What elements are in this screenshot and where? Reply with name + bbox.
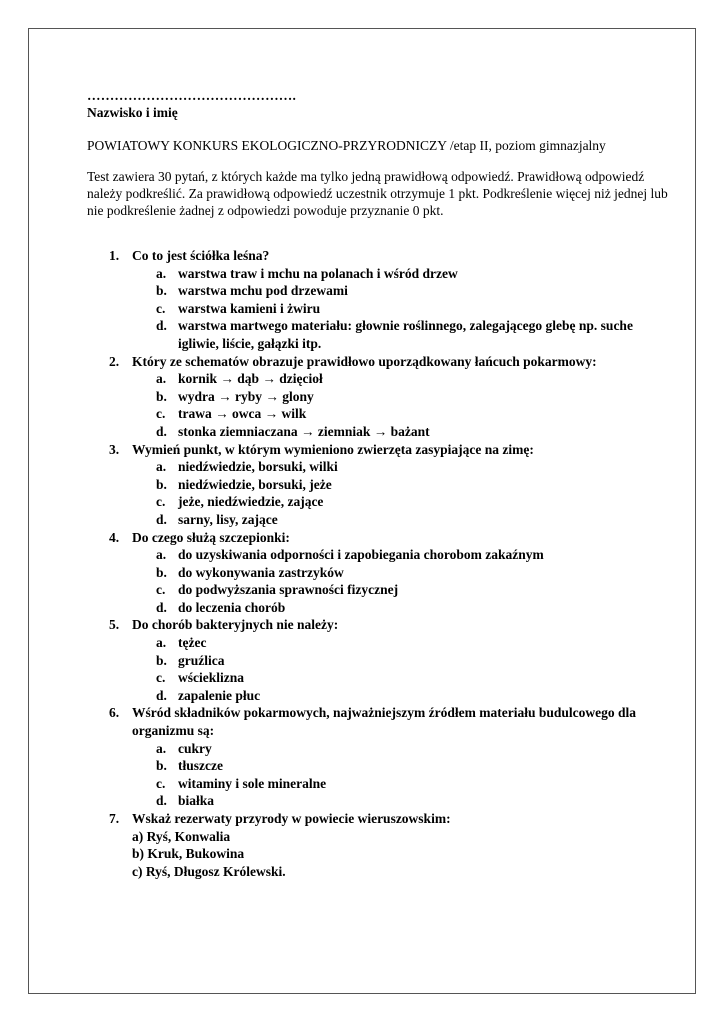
document-page (28, 28, 696, 994)
question-text: Wskaż rezerwaty przyrody w powiecie wieruszowskim: (132, 811, 451, 826)
option-text: sarny, lisy, zające (178, 511, 278, 527)
question-list (87, 247, 677, 880)
option-text: kornik → dąb → dzięcioł (178, 371, 323, 387)
document-content (87, 87, 677, 880)
question-6 (87, 704, 677, 810)
answer-option[interactable] (132, 757, 677, 775)
option-text: niedźwiedzie, borsuki, jeże (178, 476, 332, 492)
option-text: tężec (178, 635, 207, 651)
answer-option[interactable] (132, 599, 677, 617)
option-letter: d. (156, 599, 167, 615)
answer-option[interactable] (132, 564, 677, 582)
option-text: do podwyższania sprawności fizycznej (178, 582, 399, 598)
option-text: zapalenie płuc (178, 687, 261, 703)
option-text: warstwa traw i mchu na polanach i wśród drzew (178, 265, 458, 281)
option-text: tłuszcze (178, 758, 223, 774)
option-text: wścieklizna (178, 670, 244, 686)
option-text: do wykonywania zastrzyków (178, 564, 344, 580)
answer-option[interactable] (132, 493, 677, 511)
answer-option[interactable] (132, 476, 677, 494)
question-2 (87, 353, 677, 441)
option-letter: d. (156, 511, 167, 527)
answer-option[interactable]: b) Kruk, Bukowina (132, 846, 245, 862)
option-letter: b. (156, 476, 167, 492)
answer-option[interactable] (132, 282, 677, 300)
option-letter: c. (156, 300, 166, 316)
option-letter: b. (156, 564, 167, 580)
option-letter: a. (156, 635, 167, 651)
option-text: stonka ziemniaczana → ziemniak → bażant (178, 423, 430, 439)
option-text: jeże, niedźwiedzie, zające (178, 494, 324, 510)
answer-options (132, 265, 677, 353)
question-text: Wymień punkt, w którym wymieniono zwierzęta zasypiające na zimę: (132, 441, 534, 457)
answer-option[interactable] (132, 775, 677, 793)
option-letter: c. (156, 582, 166, 598)
question-1 (87, 247, 677, 353)
answer-option[interactable]: a) Ryś, Konwalia (132, 828, 231, 844)
question-number: 7. (109, 811, 120, 826)
option-letter: a. (156, 265, 167, 281)
question-number: 4. (109, 529, 120, 545)
question-3 (87, 441, 677, 529)
option-letter: c. (156, 494, 166, 510)
contest-title: POWIATOWY KONKURS EKOLOGICZNO-PRZYRODNICZY /etap II, poziom gimnazjalny (87, 138, 606, 153)
option-letter: a. (156, 371, 167, 387)
option-letter: c. (156, 406, 166, 422)
option-letter: c. (156, 775, 166, 791)
question-text: Wśród składników pokarmowych, najważniejszym źródłem materiału budulcowego dla organizmu są: (132, 705, 637, 739)
option-letter: d. (156, 423, 167, 439)
option-letter: d. (156, 318, 167, 334)
option-text: niedźwiedzie, borsuki, wilki (178, 459, 338, 475)
question-number: 1. (109, 248, 120, 263)
answer-options (132, 740, 677, 810)
answer-option[interactable] (132, 423, 677, 441)
answer-option[interactable] (132, 634, 677, 652)
option-letter: d. (156, 793, 167, 809)
answer-option[interactable] (132, 669, 677, 687)
question-text: Do czego służą szczepionki: (132, 529, 290, 545)
option-letter: b. (156, 652, 167, 668)
option-text: wydra → ryby → glony (178, 388, 314, 404)
test-instructions: Test zawiera 30 pytań, z których każde ma tylko jedną prawidłową odpowiedź. Prawidłową odpowiedź należy podkreślić. Za prawidłową odpowiedź uczestnik otrzymuje 1 pkt. Podkreślenie więcej niż jednej lub nie podkreślenie żadnej z odpowiedzi powoduje przyznanie 0 pkt. (87, 169, 668, 218)
option-text: warstwa martwego materiału: głownie roślinnego, zalegającego glebę np. suche igliwie, liście, gałązki itp. (178, 318, 633, 351)
answer-option[interactable] (132, 300, 677, 318)
option-text: warstwa mchu pod drzewami (178, 283, 348, 299)
answer-option[interactable] (132, 792, 677, 810)
question-text: Co to jest ściółka leśna? (132, 248, 270, 263)
name-dotted-line: ………………………………………. (87, 88, 297, 103)
option-letter: b. (156, 388, 167, 404)
answer-options (132, 634, 677, 704)
option-text: cukry (178, 740, 212, 756)
answer-option[interactable] (132, 687, 677, 705)
option-text: warstwa kamieni i żwiru (178, 300, 321, 316)
answer-option[interactable] (132, 405, 677, 423)
option-text: trawa → owca → wilk (178, 406, 307, 422)
question-number: 5. (109, 617, 120, 633)
option-letter: c. (156, 670, 166, 686)
question-7 (87, 810, 677, 880)
question-text: Który ze schematów obrazuje prawidłowo uporządkowany łańcuch pokarmowy: (132, 353, 597, 369)
answer-options (132, 546, 677, 616)
answer-options (132, 458, 677, 528)
answer-option[interactable] (132, 546, 677, 564)
answer-option[interactable] (132, 265, 677, 283)
option-letter: b. (156, 283, 167, 299)
question-number: 6. (109, 705, 120, 721)
option-text: do uzyskiwania odporności i zapobiegania chorobom zakaźnym (178, 547, 544, 563)
answer-option[interactable] (132, 652, 677, 670)
question-4 (87, 529, 677, 617)
answer-option[interactable] (132, 740, 677, 758)
option-text: witaminy i sole mineralne (178, 775, 327, 791)
answer-options (132, 370, 677, 440)
name-label: Nazwisko i imię (87, 105, 178, 120)
option-letter: a. (156, 547, 167, 563)
option-letter: d. (156, 687, 167, 703)
question-number: 3. (109, 441, 120, 457)
answer-option[interactable]: c) Ryś, Długosz Królewski. (132, 863, 286, 879)
option-text: do leczenia chorób (178, 599, 286, 615)
answer-option[interactable] (132, 511, 677, 529)
answer-option[interactable] (132, 317, 677, 352)
option-letter: a. (156, 740, 167, 756)
option-text: gruźlica (178, 652, 225, 668)
answer-option[interactable] (132, 370, 677, 388)
answer-option[interactable] (132, 458, 677, 476)
question-text: Do chorób bakteryjnych nie należy: (132, 617, 339, 633)
answer-option[interactable] (132, 581, 677, 599)
option-letter: b. (156, 758, 167, 774)
option-text: białka (178, 793, 215, 809)
answer-option[interactable] (132, 388, 677, 406)
question-number: 2. (109, 353, 120, 369)
question-5 (87, 616, 677, 704)
option-letter: a. (156, 459, 167, 475)
